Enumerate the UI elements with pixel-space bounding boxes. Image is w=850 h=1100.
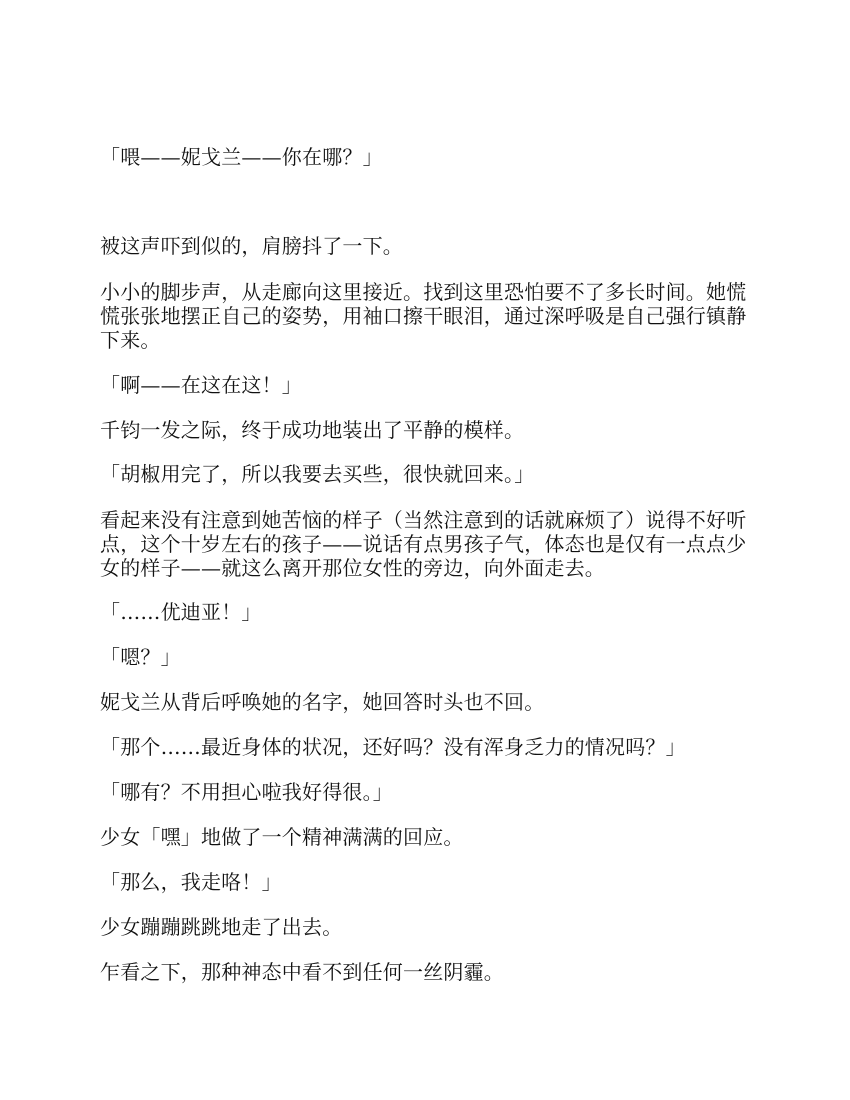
- paragraph-skipping: 少女蹦蹦跳跳地走了出去。: [100, 915, 343, 939]
- paragraph-here: 「啊——在这在这！」: [100, 373, 302, 397]
- paragraph-yudia: 「……优迪亚！」: [100, 600, 262, 624]
- paragraph-reply: 少女「嘿」地做了一个精神满满的回应。: [100, 825, 464, 849]
- paragraph-no-shadow: 乍看之下，那种神态中看不到任何一丝阴霾。: [100, 960, 504, 984]
- paragraph-startled: 被这声吓到似的，肩膀抖了一下。: [100, 234, 403, 258]
- paragraph-hm: 「嗯？」: [100, 645, 181, 669]
- paragraph-health-question: 「那个……最近身体的状况，还好吗？没有浑身乏力的情况吗？」: [100, 735, 686, 759]
- paragraph-going: 「那么，我走咯！」: [100, 870, 282, 894]
- paragraph-fine: 「哪有？不用担心啦我好得很。」: [100, 780, 393, 804]
- paragraph-footsteps: 小小的脚步声，从走廊向这里接近。找到这里恐怕要不了多长时间。她慌慌张张地摆正自己的姿势，用袖口擦干眼泪，通过深呼吸是自己强行镇静下来。: [100, 280, 747, 352]
- paragraph-child-leaves: 看起来没有注意到她苦恼的样子（当然注意到的话就麻烦了）说得不好听点，这个十岁左右的孩子——说话有点男孩子气，体态也是仅有一点点少女的样子——就这么离开那位女性的旁边，向外面走去。: [100, 508, 747, 580]
- paragraph-pepper: 「胡椒用完了，所以我要去买些，很快就回来。」: [100, 462, 535, 486]
- paragraph-calls-name: 妮戈兰从背后呼唤她的名字，她回答时头也不回。: [100, 690, 545, 714]
- paragraph-calm: 千钧一发之际，终于成功地装出了平静的模样。: [100, 418, 525, 442]
- paragraph-call-nigran: 「喂——妮戈兰——你在哪？」: [100, 145, 383, 169]
